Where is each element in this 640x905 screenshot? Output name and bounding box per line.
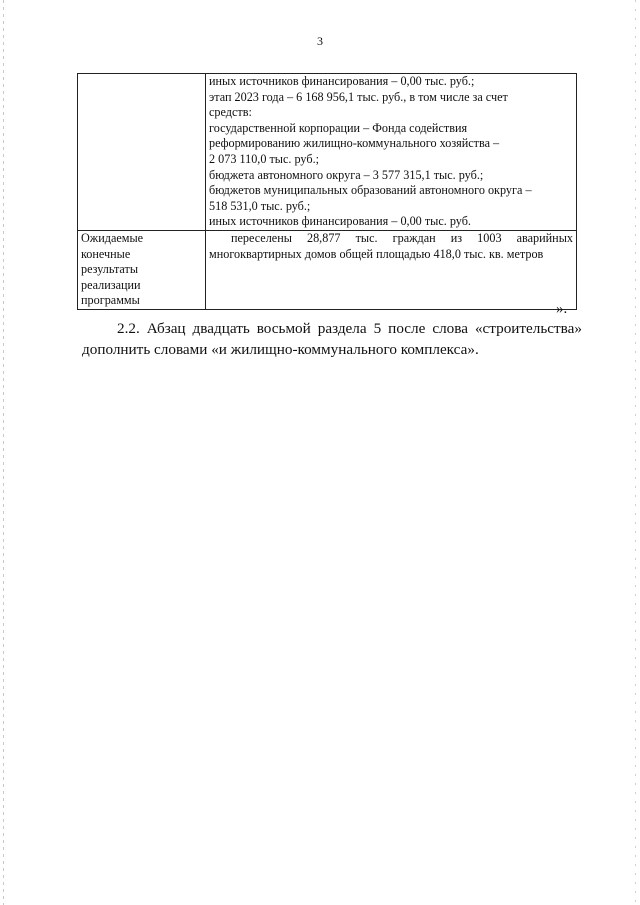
expected-results-label-cell	[78, 230, 206, 309]
label-line: реализации	[81, 277, 141, 292]
amendment-paragraph	[82, 318, 582, 360]
program-passport-table	[77, 73, 577, 310]
financing-line: реформированию жилищно-коммунального хозяйства –	[209, 136, 500, 151]
table-row-expected-results	[78, 230, 577, 309]
scan-edge-right	[635, 0, 636, 905]
closing-quote: ».	[556, 301, 568, 317]
amendment-text: 2.2. Абзац двадцать восьмой раздела 5 после слова «строительства» дополнить словами «и жилищно-коммунального комплекса».	[82, 320, 582, 358]
page-number: 3	[317, 34, 323, 48]
label-line: Ожидаемые	[81, 230, 144, 245]
financing-line: государственной корпорации – Фонда содействия	[209, 120, 468, 135]
financing-line: 518 531,0 тыс. руб.;	[209, 198, 311, 213]
expected-results-value-cell	[206, 230, 577, 309]
table-row-financing	[78, 74, 577, 231]
label-line: программы	[81, 293, 140, 308]
financing-line: 2 073 110,0 тыс. руб.;	[209, 151, 320, 166]
label-line: конечные	[81, 246, 131, 261]
financing-line: этап 2023 года – 6 168 956,1 тыс. руб., в том числе за счет	[209, 89, 508, 104]
scan-edge-left	[3, 0, 4, 905]
expected-results-text: переселены 28,877 тыс. граждан из 1003 аварийных многоквартирных домов общей площадью 418,0 тыс. кв. метров	[209, 230, 573, 261]
financing-value-cell	[206, 74, 577, 231]
label-line: результаты	[81, 262, 139, 277]
financing-label-cell	[78, 74, 206, 231]
financing-line: бюджетов муниципальных образований автономного округа –	[209, 183, 532, 198]
financing-line: иных источников финансирования – 0,00 тыс. руб.;	[209, 74, 475, 88]
financing-line: бюджета автономного округа – 3 577 315,1 тыс. руб.;	[209, 167, 484, 182]
financing-line: средств:	[209, 105, 252, 120]
financing-line: иных источников финансирования – 0,00 тыс. руб.	[209, 214, 471, 229]
